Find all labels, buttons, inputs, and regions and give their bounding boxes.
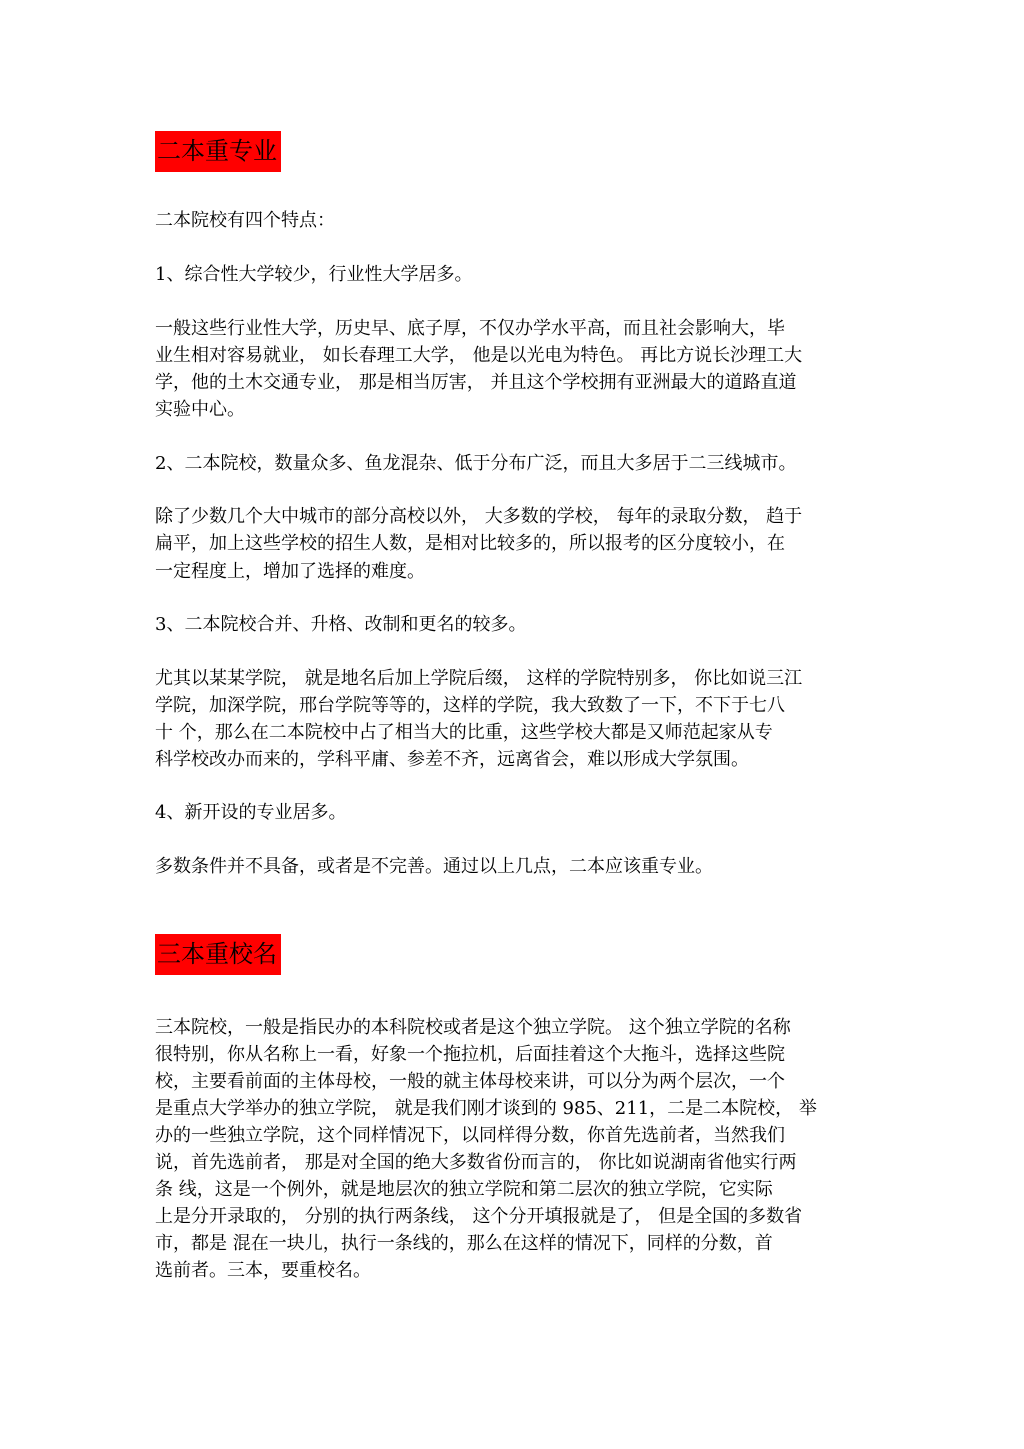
section-heading-second-tier: 二本重专业: [155, 131, 281, 172]
point1-body-line: 一般这些行业性大学，历史早、底子厚，不仅办学水平高，而且社会影响大，毕: [155, 318, 785, 339]
section2-body-line: 校，主要看前面的主体母校，一般的就主体母校来讲，可以分为两个层次，一个: [155, 1071, 785, 1092]
point2-body-line: 扁平，加上这些学校的招生人数，是相对比较多的，所以报考的区分度较小，在: [155, 533, 785, 554]
section2-body-line: 市，都是 混在一块儿，执行一条线的，那么在这样的情况下，同样的分数，首: [155, 1233, 773, 1254]
section2-body-line: 是重点大学举办的独立学院， 就是我们刚才谈到的 985、211，二是二本院校， 举: [155, 1098, 817, 1119]
section-heading-third-tier: 三本重校名: [155, 934, 281, 975]
section2-body-line: 上是分开录取的， 分别的执行两条线， 这个分开填报就是了， 但是全国的多数省: [155, 1206, 803, 1227]
point1-title: 1、综合性大学较少，行业性大学居多。: [155, 264, 473, 285]
point3-body-line: 科学校改办而来的，学科平庸、参差不齐，远离省会，难以形成大学氛围。: [155, 749, 749, 770]
point4-body-line: 多数条件并不具备，或者是不完善。通过以上几点，二本应该重专业。: [155, 856, 713, 877]
point3-body-line: 十 个，那么在二本院校中占了相当大的比重，这些学校大都是又师范起家从专: [155, 722, 773, 743]
point3-body-line: 尤其以某某学院， 就是地名后加上学院后缀， 这样的学院特别多， 你比如说三江: [155, 668, 803, 689]
section2-body-line: 三本院校，一般是指民办的本科院校或者是这个独立学院。 这个独立学院的名称: [155, 1017, 791, 1038]
section2-body-line: 办的一些独立学院，这个同样情况下，以同样得分数，你首先选前者，当然我们: [155, 1125, 785, 1146]
point3-body-line: 学院，加深学院，邢台学院等等的，这样的学院，我大致数了一下，不下于七八: [155, 695, 785, 716]
point2-body-line: 一定程度上，增加了选择的难度。: [155, 561, 425, 582]
point3-title: 3、二本院校合并、升格、改制和更名的较多。: [155, 614, 527, 635]
point1-body-line: 业生相对容易就业， 如长春理工大学， 他是以光电为特色。 再比方说长沙理工大: [155, 345, 803, 366]
section2-body-line: 很特别，你从名称上一看，好象一个拖拉机，后面挂着这个大拖斗，选择这些院: [155, 1044, 785, 1065]
point4-title: 4、新开设的专业居多。: [155, 802, 347, 823]
point2-title: 2、二本院校，数量众多、鱼龙混杂、低于分布广泛，而且大多居于二三线城市。: [155, 453, 797, 474]
section2-body-line: 条 线，这是一个例外，就是地层次的独立学院和第二层次的独立学院，它实际: [155, 1179, 773, 1200]
point1-body-line: 学，他的土木交通专业， 那是相当厉害， 并且这个学校拥有亚洲最大的道路直道: [155, 372, 797, 393]
section1-intro: 二本院校有四个特点：: [155, 210, 335, 231]
section2-body-line: 说，首先选前者， 那是对全国的绝大多数省份而言的， 你比如说湖南省他实行两: [155, 1152, 797, 1173]
point2-body-line: 除了少数几个大中城市的部分高校以外， 大多数的学校， 每年的录取分数， 趋于: [155, 506, 803, 527]
section2-body-line: 选前者。三本，要重校名。: [155, 1260, 371, 1281]
point1-body-line: 实验中心。: [155, 399, 245, 420]
